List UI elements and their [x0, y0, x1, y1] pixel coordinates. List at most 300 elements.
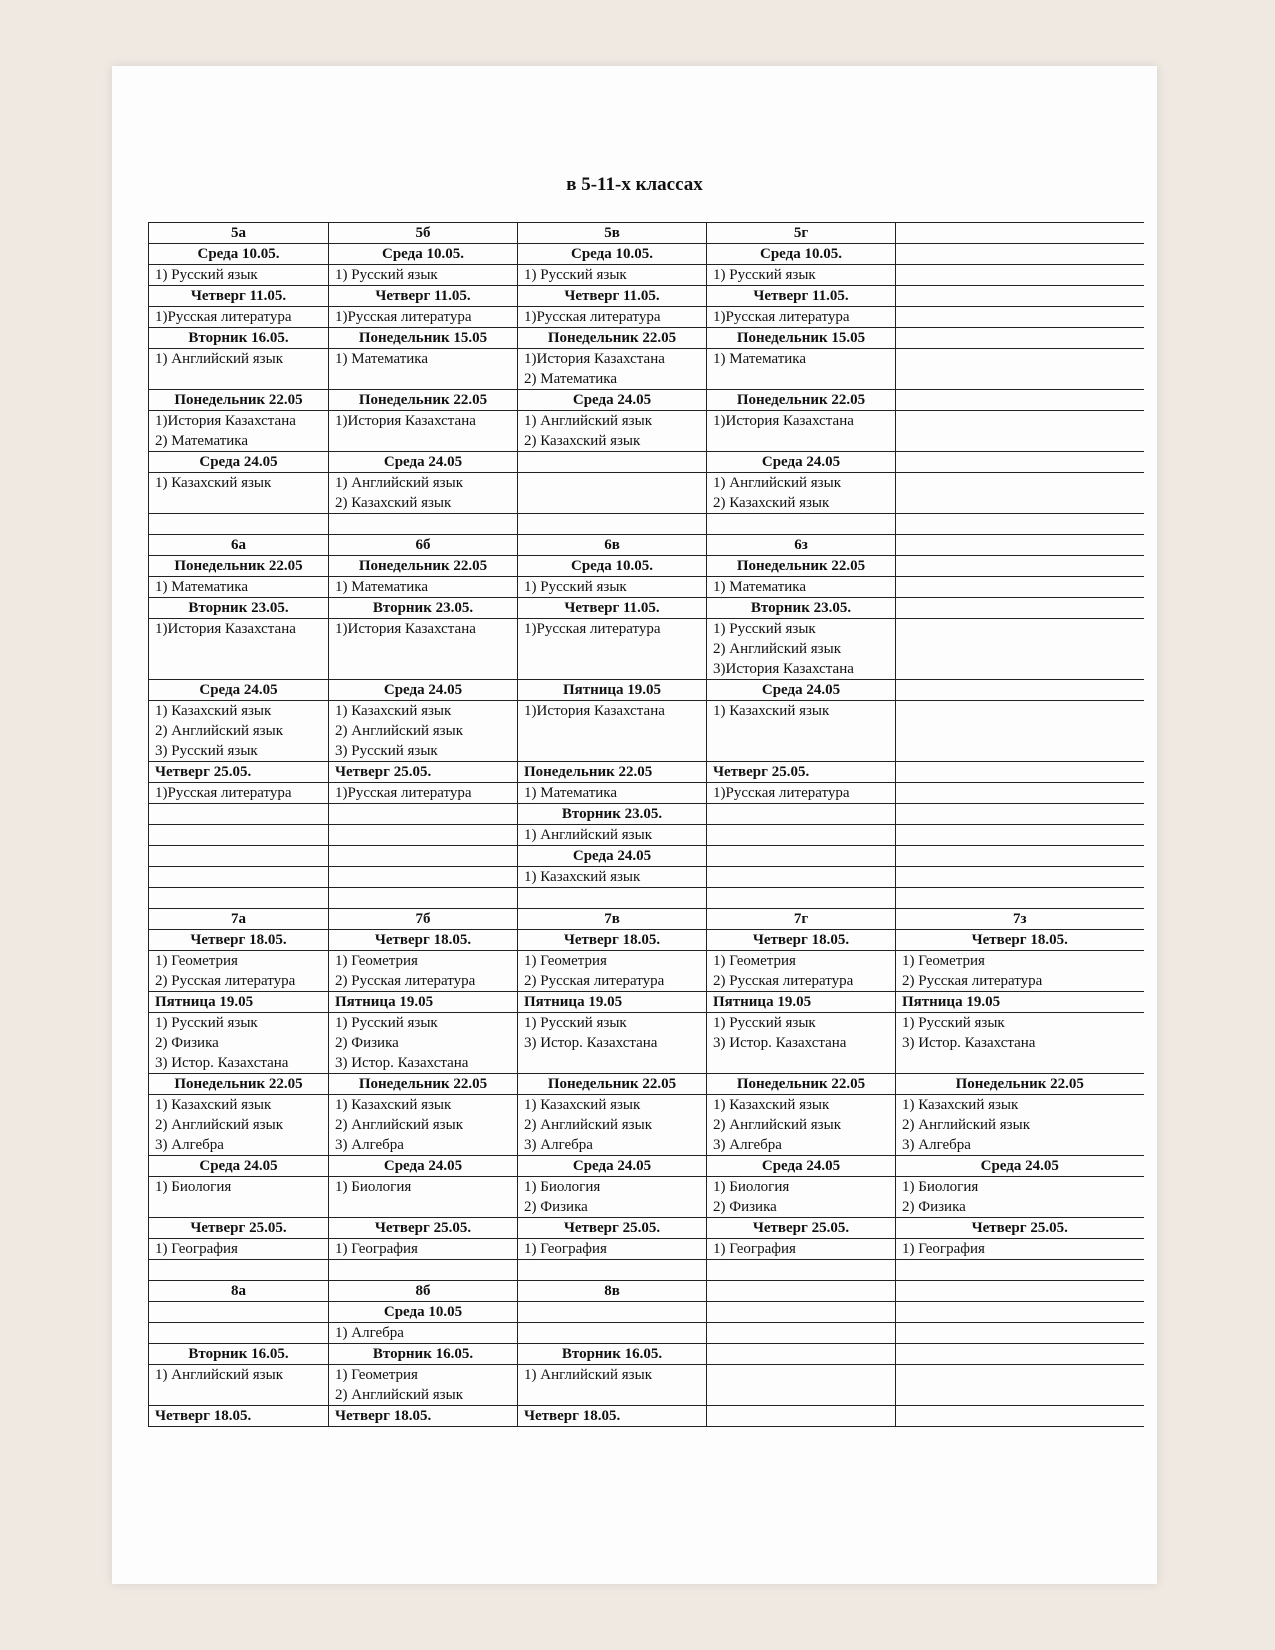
cell-text: 2) Казахский язык: [335, 495, 452, 511]
cell-text: 2) Русская литература: [902, 973, 1043, 989]
subject-cell: [518, 1260, 707, 1281]
class-name-cell: [518, 223, 707, 244]
date-cell: [518, 452, 707, 473]
date-cell: [518, 762, 707, 783]
document-page: [112, 66, 1157, 1584]
cell-text: Среда 24.05: [383, 682, 463, 698]
subject-row: [149, 825, 1144, 846]
cell-text: 1) География: [524, 1241, 607, 1257]
cell-text: Понедельник 22.05: [736, 1076, 866, 1092]
date-row: [149, 1406, 1144, 1427]
cell-text: Четверг 25.05.: [335, 764, 432, 780]
date-cell: [329, 1218, 518, 1239]
date-cell: [896, 680, 1144, 701]
subject-cell: [896, 1365, 1144, 1406]
subject-cell: [896, 1260, 1144, 1281]
cell-text: 1) Русский язык: [713, 1015, 816, 1031]
class-name-cell: [149, 223, 329, 244]
subject-cell: [707, 1095, 896, 1156]
class-name-cell: [707, 909, 896, 930]
cell-text: Среда 24.05: [199, 1158, 278, 1174]
subject-cell: [896, 783, 1144, 804]
cell-text: 1)История Казахстана: [335, 413, 476, 429]
date-row: [149, 1302, 1144, 1323]
subject-cell: [896, 825, 1144, 846]
cell-text: 1)История Казахстана: [155, 413, 296, 429]
subject-cell: [896, 619, 1144, 680]
subject-row: [149, 1013, 1144, 1074]
cell-text: 3) Истор. Казахстана: [335, 1055, 469, 1071]
subject-cell: [329, 411, 518, 452]
cell-text: 1) Русский язык: [524, 267, 627, 283]
date-cell: [707, 1344, 896, 1365]
class-name-cell: [329, 223, 518, 244]
cell-text: 1) Математика: [713, 351, 807, 367]
subject-cell: [149, 701, 329, 762]
cell-text: 1)Русская литература: [335, 785, 472, 801]
subject-row: [149, 1260, 1144, 1281]
subject-cell: [329, 349, 518, 390]
subject-cell: [896, 577, 1144, 598]
subject-cell: [329, 265, 518, 286]
cell-text: 1) Английский язык: [524, 827, 652, 843]
date-cell: [149, 846, 329, 867]
date-cell: [329, 556, 518, 577]
class-name-cell: [707, 535, 896, 556]
cell-text: Четверг 25.05.: [971, 1220, 1068, 1236]
date-cell: [896, 1218, 1144, 1239]
date-cell: [329, 390, 518, 411]
cell-text: Четверг 11.05.: [375, 288, 471, 304]
cell-text: Четверг 18.05.: [335, 1408, 432, 1424]
cell-text: 7б: [415, 911, 431, 927]
cell-text: 1) Геометрия: [713, 953, 796, 969]
cell-text: Вторник 16.05.: [372, 1346, 474, 1362]
subject-cell: [329, 1013, 518, 1074]
cell-text: 8а: [231, 1283, 246, 1299]
subject-cell: [518, 1095, 707, 1156]
date-cell: [707, 1218, 896, 1239]
date-cell: [518, 286, 707, 307]
cell-text: 6а: [231, 537, 246, 553]
date-cell: [149, 390, 329, 411]
subject-row: [149, 473, 1144, 514]
date-cell: [896, 328, 1144, 349]
date-row: [149, 762, 1144, 783]
date-cell: [707, 244, 896, 265]
date-row: [149, 598, 1144, 619]
subject-cell: [149, 473, 329, 514]
date-cell: [518, 1344, 707, 1365]
date-cell: [329, 846, 518, 867]
cell-text: Вторник 16.05.: [188, 1346, 289, 1362]
cell-text: 5г: [793, 225, 809, 241]
cell-text: Понедельник 22.05: [547, 1076, 677, 1092]
class-header-row: [149, 223, 1144, 244]
date-row: [149, 1156, 1144, 1177]
date-cell: [896, 1302, 1144, 1323]
cell-text: 1)Русская литература: [335, 309, 472, 325]
subject-row: [149, 783, 1144, 804]
subject-cell: [149, 1260, 329, 1281]
date-row: [149, 452, 1144, 473]
cell-text: 2) Русская литература: [155, 973, 296, 989]
subject-cell: [896, 867, 1144, 888]
date-cell: [149, 762, 329, 783]
subject-cell: [149, 1177, 329, 1218]
cell-text: 1) Математика: [155, 579, 249, 595]
date-cell: [518, 846, 707, 867]
cell-text: 1) Казахский язык: [713, 703, 830, 719]
date-cell: [707, 1302, 896, 1323]
subject-cell: [329, 473, 518, 514]
class-name-cell: [329, 1281, 518, 1302]
date-cell: [149, 1218, 329, 1239]
cell-text: 2) Физика: [335, 1035, 399, 1051]
cell-text: 5б: [415, 225, 431, 241]
subject-cell: [149, 1239, 329, 1260]
subject-cell: [518, 701, 707, 762]
subject-cell: [329, 783, 518, 804]
cell-text: Вторник 23.05.: [188, 600, 289, 616]
date-cell: [896, 1156, 1144, 1177]
cell-text: 1) Казахский язык: [155, 1097, 272, 1113]
cell-text: 3) Алгебра: [713, 1137, 782, 1153]
cell-text: Понедельник 15.05: [736, 330, 866, 346]
date-row: [149, 1218, 1144, 1239]
date-cell: [149, 1156, 329, 1177]
date-cell: [518, 1074, 707, 1095]
cell-text: Четверг 18.05.: [190, 932, 287, 948]
cell-text: 2) Английский язык: [335, 723, 463, 739]
date-cell: [518, 680, 707, 701]
cell-text: 2) Английский язык: [713, 641, 841, 657]
subject-cell: [896, 1095, 1144, 1156]
subject-cell: [149, 888, 329, 909]
page-heading: в 5-11-х классах: [566, 174, 703, 195]
cell-text: Вторник 23.05.: [750, 600, 852, 616]
date-row: [149, 1074, 1144, 1095]
cell-text: 1) Русский язык: [524, 1015, 627, 1031]
cell-text: 1) Казахский язык: [524, 869, 641, 885]
date-cell: [896, 1406, 1144, 1427]
subject-cell: [149, 577, 329, 598]
subject-cell: [329, 619, 518, 680]
subject-cell: [149, 1323, 329, 1344]
cell-text: 1) География: [335, 1241, 418, 1257]
subject-cell: [707, 951, 896, 992]
subject-cell: [707, 473, 896, 514]
cell-text: 3)История Казахстана: [713, 661, 854, 677]
cell-text: 7а: [231, 911, 246, 927]
date-cell: [896, 1344, 1144, 1365]
subject-row: [149, 1323, 1144, 1344]
date-cell: [707, 328, 896, 349]
cell-text: 5а: [231, 225, 246, 241]
date-cell: [149, 804, 329, 825]
subject-cell: [149, 825, 329, 846]
subject-cell: [707, 888, 896, 909]
cell-text: 2) Английский язык: [524, 1117, 652, 1133]
cell-text: Четверг 11.05.: [564, 600, 660, 616]
schedule-body: [149, 223, 1144, 1427]
cell-text: 3) Истор. Казахстана: [524, 1035, 658, 1051]
cell-text: Вторник 23.05.: [372, 600, 474, 616]
cell-text: 1) Биология: [713, 1179, 790, 1195]
cell-text: 1) Казахский язык: [902, 1097, 1019, 1113]
cell-text: Четверг 25.05.: [190, 1220, 287, 1236]
cell-text: 8б: [415, 1283, 431, 1299]
cell-text: 1) Геометрия: [524, 953, 607, 969]
subject-cell: [329, 577, 518, 598]
cell-text: 1) География: [902, 1241, 985, 1257]
date-row: [149, 804, 1144, 825]
cell-text: 1) Математика: [524, 785, 618, 801]
subject-row: [149, 888, 1144, 909]
subject-cell: [518, 888, 707, 909]
date-row: [149, 930, 1144, 951]
date-cell: [329, 762, 518, 783]
cell-text: Четверг 25.05.: [752, 1220, 850, 1236]
cell-text: Понедельник 22.05: [736, 392, 866, 408]
date-row: [149, 556, 1144, 577]
cell-text: Четверг 25.05.: [155, 764, 252, 780]
cell-text: 1) Казахский язык: [524, 1097, 641, 1113]
cell-text: Вторник 16.05.: [561, 1346, 663, 1362]
subject-cell: [329, 825, 518, 846]
cell-text: Среда 24.05: [572, 392, 652, 408]
date-cell: [149, 452, 329, 473]
cell-text: Понедельник 22.05: [358, 1076, 488, 1092]
subject-cell: [707, 411, 896, 452]
subject-cell: [518, 1013, 707, 1074]
date-cell: [149, 556, 329, 577]
class-header-row: [149, 1281, 1144, 1302]
cell-text: 1) Английский язык: [524, 1367, 652, 1383]
cell-text: 2) Физика: [902, 1199, 966, 1215]
subject-cell: [518, 783, 707, 804]
cell-text: Пятница 19.05: [713, 994, 812, 1010]
subject-cell: [707, 349, 896, 390]
subject-cell: [329, 1365, 518, 1406]
cell-text: 1) Русский язык: [713, 267, 816, 283]
subject-cell: [518, 411, 707, 452]
cell-text: Среда 24.05: [572, 848, 652, 864]
subject-cell: [518, 1365, 707, 1406]
cell-text: 2) Физика: [524, 1199, 588, 1215]
date-cell: [329, 1302, 518, 1323]
subject-cell: [896, 473, 1144, 514]
date-row: [149, 846, 1144, 867]
class-name-cell: [329, 909, 518, 930]
exam-schedule-table: [148, 222, 1144, 1427]
date-cell: [707, 286, 896, 307]
cell-text: 1) Геометрия: [902, 953, 985, 969]
cell-text: Среда 24.05: [761, 682, 841, 698]
class-name-cell: [896, 535, 1144, 556]
subject-cell: [518, 1323, 707, 1344]
cell-text: Четверг 25.05.: [563, 1220, 661, 1236]
class-name-cell: [896, 909, 1144, 930]
cell-text: 1) Английский язык: [524, 413, 652, 429]
subject-cell: [896, 1013, 1144, 1074]
subject-cell: [707, 577, 896, 598]
subject-cell: [329, 867, 518, 888]
cell-text: 1) Русский язык: [524, 579, 627, 595]
cell-text: 1)Русская литература: [155, 309, 292, 325]
class-name-cell: [149, 535, 329, 556]
subject-cell: [707, 1177, 896, 1218]
cell-text: Четверг 18.05.: [524, 1408, 621, 1424]
subject-cell: [896, 888, 1144, 909]
subject-cell: [149, 1365, 329, 1406]
subject-cell: [149, 265, 329, 286]
subject-cell: [329, 1239, 518, 1260]
date-cell: [896, 930, 1144, 951]
subject-cell: [329, 514, 518, 535]
class-name-cell: [896, 223, 1144, 244]
date-cell: [329, 930, 518, 951]
cell-text: Пятница 19.05: [524, 994, 623, 1010]
subject-cell: [149, 514, 329, 535]
subject-cell: [707, 1365, 896, 1406]
cell-text: 3) Алгебра: [335, 1137, 404, 1153]
cell-text: 2) Математика: [155, 433, 249, 449]
date-cell: [896, 846, 1144, 867]
subject-cell: [707, 514, 896, 535]
cell-text: Среда 24.05: [383, 1158, 463, 1174]
date-cell: [896, 244, 1144, 265]
cell-text: 1) Казахский язык: [713, 1097, 830, 1113]
subject-cell: [149, 619, 329, 680]
date-cell: [329, 992, 518, 1013]
cell-text: 1) Английский язык: [713, 475, 841, 491]
class-name-cell: [896, 1281, 1144, 1302]
cell-text: 2) Английский язык: [335, 1117, 463, 1133]
cell-text: Среда 10.05.: [382, 246, 464, 262]
cell-text: 7в: [604, 911, 620, 927]
cell-text: Понедельник 22.05: [547, 330, 677, 346]
subject-cell: [896, 349, 1144, 390]
subject-cell: [896, 307, 1144, 328]
subject-cell: [329, 1095, 518, 1156]
cell-text: 5в: [604, 225, 620, 241]
subject-cell: [149, 307, 329, 328]
date-cell: [149, 680, 329, 701]
cell-text: Пятница 19.05: [335, 994, 434, 1010]
cell-text: 2) Физика: [155, 1035, 219, 1051]
cell-text: 1) Английский язык: [155, 351, 283, 367]
subject-cell: [149, 411, 329, 452]
subject-row: [149, 867, 1144, 888]
cell-text: Понедельник 22.05: [174, 1076, 303, 1092]
date-cell: [329, 598, 518, 619]
subject-cell: [329, 888, 518, 909]
date-cell: [707, 846, 896, 867]
date-cell: [149, 930, 329, 951]
date-cell: [149, 1406, 329, 1427]
subject-cell: [896, 411, 1144, 452]
cell-text: 1) География: [155, 1241, 238, 1257]
cell-text: 1)Русская литература: [713, 785, 850, 801]
subject-cell: [518, 514, 707, 535]
date-cell: [149, 1074, 329, 1095]
date-cell: [329, 1074, 518, 1095]
cell-text: 1) Русский язык: [902, 1015, 1005, 1031]
cell-text: 2) Математика: [524, 371, 618, 387]
subject-cell: [329, 307, 518, 328]
subject-cell: [707, 867, 896, 888]
cell-text: Вторник 23.05.: [561, 806, 663, 822]
subject-cell: [896, 1177, 1144, 1218]
subject-cell: [707, 825, 896, 846]
cell-text: Среда 24.05: [383, 454, 463, 470]
cell-text: 6з: [794, 537, 808, 553]
subject-cell: [707, 265, 896, 286]
cell-text: Понедельник 22.05: [358, 558, 488, 574]
date-cell: [329, 286, 518, 307]
cell-text: 1) Биология: [155, 1179, 232, 1195]
subject-row: [149, 1177, 1144, 1218]
cell-text: 1) Математика: [335, 579, 429, 595]
subject-cell: [518, 1177, 707, 1218]
date-cell: [707, 992, 896, 1013]
cell-text: Вторник 16.05.: [188, 330, 289, 346]
date-cell: [518, 598, 707, 619]
subject-cell: [896, 951, 1144, 992]
subject-cell: [707, 783, 896, 804]
date-cell: [329, 244, 518, 265]
subject-cell: [149, 867, 329, 888]
cell-text: Четверг 18.05.: [155, 1408, 252, 1424]
cell-text: 1) Биология: [902, 1179, 979, 1195]
cell-text: 1) География: [713, 1241, 796, 1257]
cell-text: 1) Геометрия: [155, 953, 238, 969]
cell-text: Четверг 18.05.: [752, 932, 850, 948]
subject-cell: [896, 701, 1144, 762]
date-cell: [518, 992, 707, 1013]
subject-cell: [518, 473, 707, 514]
subject-cell: [518, 1239, 707, 1260]
cell-text: Среда 10.05.: [571, 558, 653, 574]
subject-cell: [518, 867, 707, 888]
class-name-cell: [149, 909, 329, 930]
cell-text: 1) Английский язык: [335, 475, 463, 491]
date-cell: [896, 390, 1144, 411]
date-cell: [518, 556, 707, 577]
cell-text: Понедельник 15.05: [358, 330, 488, 346]
cell-text: 8в: [604, 1283, 620, 1299]
date-cell: [707, 390, 896, 411]
date-cell: [149, 244, 329, 265]
subject-row: [149, 951, 1144, 992]
subject-cell: [518, 619, 707, 680]
date-cell: [707, 804, 896, 825]
cell-text: 2) Английский язык: [713, 1117, 841, 1133]
subject-cell: [149, 1013, 329, 1074]
date-cell: [329, 680, 518, 701]
cell-text: Пятница 19.05: [902, 994, 1001, 1010]
cell-text: 2) Английский язык: [902, 1117, 1030, 1133]
cell-text: 1) Русский язык: [155, 267, 258, 283]
date-cell: [329, 328, 518, 349]
cell-text: 2) Английский язык: [335, 1387, 463, 1403]
cell-text: 1) Казахский язык: [155, 475, 272, 491]
date-cell: [896, 286, 1144, 307]
date-cell: [896, 452, 1144, 473]
date-row: [149, 328, 1144, 349]
date-cell: [518, 1406, 707, 1427]
